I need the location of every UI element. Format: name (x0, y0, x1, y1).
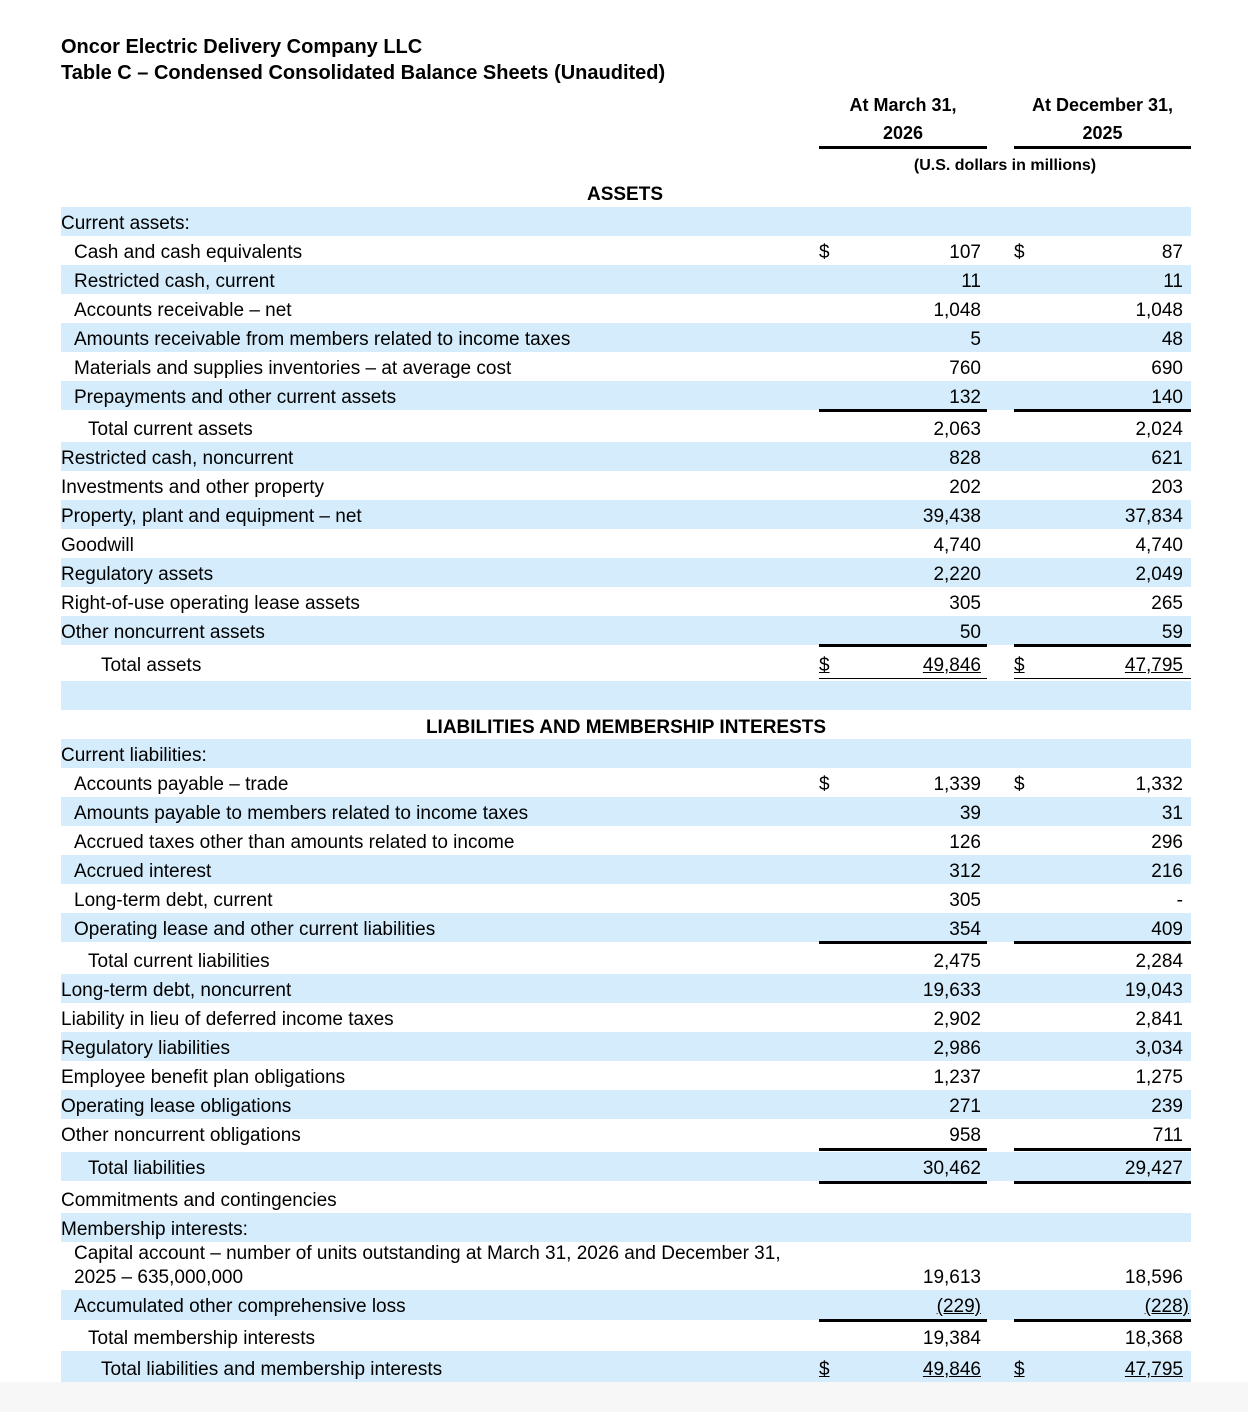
row-label: Capital account – number of units outstanding at March 31, 2026 and December 31, 2025 – 635,000,000 (74, 1243, 781, 1288)
table-row (61, 797, 1191, 826)
value-2025: 87 (1161, 242, 1183, 263)
value-2025: 2,049 (1135, 564, 1183, 585)
row-label: Current assets: (61, 213, 190, 234)
table-row (61, 1152, 1191, 1181)
table-row (61, 1213, 1191, 1242)
row-label: Accounts payable – trade (74, 774, 289, 795)
value-2025: 31 (1161, 803, 1183, 824)
units-label: (U.S. dollars in millions) (913, 157, 1097, 174)
row-label: Operating lease and other current liabilities (74, 919, 436, 940)
company-name: Oncor Electric Delivery Company LLC (61, 36, 423, 58)
row-label: Membership interests: (61, 1219, 248, 1240)
table-title: Table C – Condensed Consolidated Balance Sheets (Unaudited) (61, 62, 666, 84)
row-label: Long-term debt, current (74, 890, 273, 911)
value-2025: 47,795 (1124, 1359, 1183, 1380)
value-2026: 1,339 (933, 774, 981, 795)
row-label: Accounts receivable – net (74, 300, 292, 321)
table-row (61, 500, 1191, 529)
spacer-row (61, 681, 1191, 710)
subtotal-rule (819, 409, 987, 412)
value-2025: (228) (1144, 1296, 1189, 1317)
value-2026: 11 (961, 271, 981, 292)
table-row (61, 913, 1191, 942)
table-row (61, 1290, 1191, 1320)
row-label: Cash and cash equivalents (74, 242, 303, 263)
value-2026: 2,063 (933, 419, 981, 440)
value-2025: 1,275 (1135, 1067, 1183, 1088)
table-row (61, 1351, 1191, 1382)
column-header-march-2026-line2: 2026 (882, 123, 924, 143)
row-label: Total liabilities and membership interests (101, 1359, 443, 1380)
row-label: Long-term debt, noncurrent (61, 980, 292, 1001)
table-row (61, 207, 1191, 236)
currency-symbol: $ (819, 242, 830, 263)
column-header-rule (819, 146, 987, 149)
value-2026: 39,438 (922, 506, 981, 527)
value-2026: 4,740 (933, 535, 981, 556)
subtotal-rule (819, 644, 987, 647)
table-row (61, 974, 1191, 1003)
column-header-december-2025 (1014, 91, 1191, 147)
table-row (61, 1090, 1191, 1119)
column-header-rule (1014, 146, 1191, 149)
value-2026: 1,048 (933, 300, 981, 321)
row-label: Total membership interests (88, 1328, 316, 1349)
value-2025: 621 (1151, 448, 1183, 469)
value-2026: 312 (949, 861, 981, 882)
column-header-december-2025-line1: At December 31, (1031, 95, 1174, 115)
row-label: Current liabilities: (61, 745, 207, 766)
value-2025: 216 (1151, 861, 1183, 882)
subtotal-rule (1014, 409, 1191, 412)
value-2025: 711 (1152, 1125, 1183, 1146)
row-label: Total assets (101, 655, 202, 676)
table-row (61, 558, 1191, 587)
value-2026: 271 (949, 1096, 981, 1117)
subtotal-rule (819, 1148, 987, 1151)
report-header (61, 34, 665, 86)
value-2025: 59 (1161, 622, 1183, 643)
page-bottom-margin (0, 1382, 1248, 1412)
row-label: Employee benefit plan obligations (61, 1067, 346, 1088)
table-row (61, 323, 1191, 352)
value-2025: 140 (1151, 387, 1183, 408)
table-row (61, 587, 1191, 616)
table-row (61, 413, 1191, 442)
value-2026: 2,475 (933, 951, 981, 972)
value-2026: 49,846 (922, 655, 981, 676)
value-2026: 107 (949, 242, 981, 263)
value-2025: 29,427 (1124, 1158, 1183, 1179)
row-label: Amounts receivable from members related to income taxes (74, 329, 571, 350)
currency-symbol: $ (819, 774, 830, 795)
currency-symbol: $ (1014, 655, 1025, 676)
table-row (61, 826, 1191, 855)
table-row (61, 1242, 1191, 1290)
table-row (61, 884, 1191, 913)
row-label: Property, plant and equipment – net (61, 506, 362, 527)
row-label: Total current assets (88, 419, 253, 440)
subtotal-rule (1014, 1148, 1191, 1151)
value-2025: 296 (1151, 832, 1183, 853)
value-2025: 2,841 (1135, 1009, 1183, 1030)
currency-symbol: $ (1014, 774, 1025, 795)
value-2026: 760 (949, 358, 981, 379)
table-row (61, 768, 1191, 797)
subtotal-rule (819, 941, 987, 944)
table-row (61, 1061, 1191, 1090)
subtotal-rule (1014, 644, 1191, 647)
value-2026: 1,237 (933, 1067, 981, 1088)
row-label: Total liabilities (88, 1158, 206, 1179)
row-label: Right-of-use operating lease assets (61, 593, 360, 614)
row-label: Other noncurrent obligations (61, 1125, 301, 1146)
currency-symbol: $ (1014, 1359, 1025, 1380)
value-2026: 305 (949, 890, 981, 911)
value-2026: 132 (949, 387, 981, 408)
currency-symbol: $ (819, 1359, 830, 1380)
row-label: Accrued taxes other than amounts related to income (74, 832, 515, 853)
currency-symbol: $ (819, 655, 830, 676)
column-header-march-2026 (819, 91, 987, 147)
value-2026: 19,384 (922, 1328, 981, 1349)
value-2025: 19,043 (1124, 980, 1183, 1001)
value-2026: (229) (936, 1296, 981, 1317)
table-row (61, 1032, 1191, 1061)
value-2026: 30,462 (922, 1158, 981, 1179)
value-2025: 11 (1163, 271, 1183, 292)
value-2026: 2,986 (933, 1038, 981, 1059)
value-2025: 3,034 (1135, 1038, 1183, 1059)
table-row (61, 471, 1191, 500)
table-row (61, 945, 1191, 974)
row-label: Commitments and contingencies (61, 1190, 337, 1211)
value-2025: 409 (1151, 919, 1183, 940)
value-2025: 4,740 (1135, 535, 1183, 556)
value-2026: 39 (959, 803, 981, 824)
liabilities-heading: LIABILITIES AND MEMBERSHIP INTERESTS (425, 717, 827, 738)
value-2026: 2,220 (933, 564, 981, 585)
row-label: Other noncurrent assets (61, 622, 265, 643)
value-2026: 50 (959, 622, 981, 643)
value-2026: 126 (949, 832, 981, 853)
table-row (61, 381, 1191, 410)
table-row (61, 648, 1191, 678)
table-row (61, 236, 1191, 265)
value-2025: 265 (1151, 593, 1183, 614)
subtotal-rule (1014, 941, 1191, 944)
value-2026: 2,902 (933, 1009, 981, 1030)
table-row (61, 294, 1191, 323)
value-2026: 958 (949, 1125, 981, 1146)
value-2026: 5 (970, 329, 981, 350)
value-2025: - (1176, 890, 1183, 911)
row-label: Prepayments and other current assets (74, 387, 397, 408)
column-header-march-2026-line1: At March 31, (849, 95, 957, 115)
value-2026: 354 (949, 919, 981, 940)
row-label: Accrued interest (74, 861, 212, 882)
value-2025: 1,048 (1135, 300, 1183, 321)
value-2025: 18,596 (1124, 1267, 1183, 1288)
table-row (61, 265, 1191, 294)
value-2026: 19,633 (922, 980, 981, 1001)
row-label: Restricted cash, noncurrent (61, 448, 294, 469)
value-2025: 47,795 (1124, 655, 1183, 676)
row-label: Regulatory liabilities (61, 1038, 230, 1059)
table-row (61, 855, 1191, 884)
table-row (61, 529, 1191, 558)
currency-symbol: $ (1014, 242, 1025, 263)
row-label: Amounts payable to members related to income taxes (74, 803, 529, 824)
table-row (61, 352, 1191, 381)
table-row (61, 1184, 1191, 1213)
value-2025: 48 (1161, 329, 1183, 350)
value-2025: 2,284 (1135, 951, 1183, 972)
value-2026: 305 (949, 593, 981, 614)
row-label: Materials and supplies inventories – at average cost (74, 358, 512, 379)
value-2025: 37,834 (1124, 506, 1183, 527)
table-row (61, 442, 1191, 471)
value-2025: 690 (1151, 358, 1183, 379)
table-row (61, 616, 1191, 645)
value-2025: 203 (1151, 477, 1183, 498)
row-label: Liability in lieu of deferred income taxes (61, 1009, 394, 1030)
value-2025: 18,368 (1124, 1328, 1183, 1349)
value-2025: 2,024 (1135, 419, 1183, 440)
table-row (61, 1003, 1191, 1032)
row-label: Goodwill (61, 535, 134, 556)
value-2025: 1,332 (1135, 774, 1183, 795)
column-header-december-2025-line2: 2025 (1082, 123, 1123, 143)
value-2026: 828 (949, 448, 981, 469)
table-row (61, 1119, 1191, 1148)
row-label: Operating lease obligations (61, 1096, 292, 1117)
row-label: Regulatory assets (61, 564, 214, 585)
row-label: Total current liabilities (88, 951, 270, 972)
table-row (61, 1322, 1191, 1351)
row-label: Investments and other property (61, 477, 324, 498)
table-row (61, 739, 1191, 768)
value-2026: 19,613 (922, 1267, 981, 1288)
value-2026: 202 (949, 477, 981, 498)
value-2025: 239 (1151, 1096, 1183, 1117)
row-label: Accumulated other comprehensive loss (74, 1296, 406, 1317)
assets-heading: ASSETS (586, 184, 664, 205)
row-label: Restricted cash, current (74, 271, 275, 292)
value-2026: 49,846 (922, 1359, 981, 1380)
